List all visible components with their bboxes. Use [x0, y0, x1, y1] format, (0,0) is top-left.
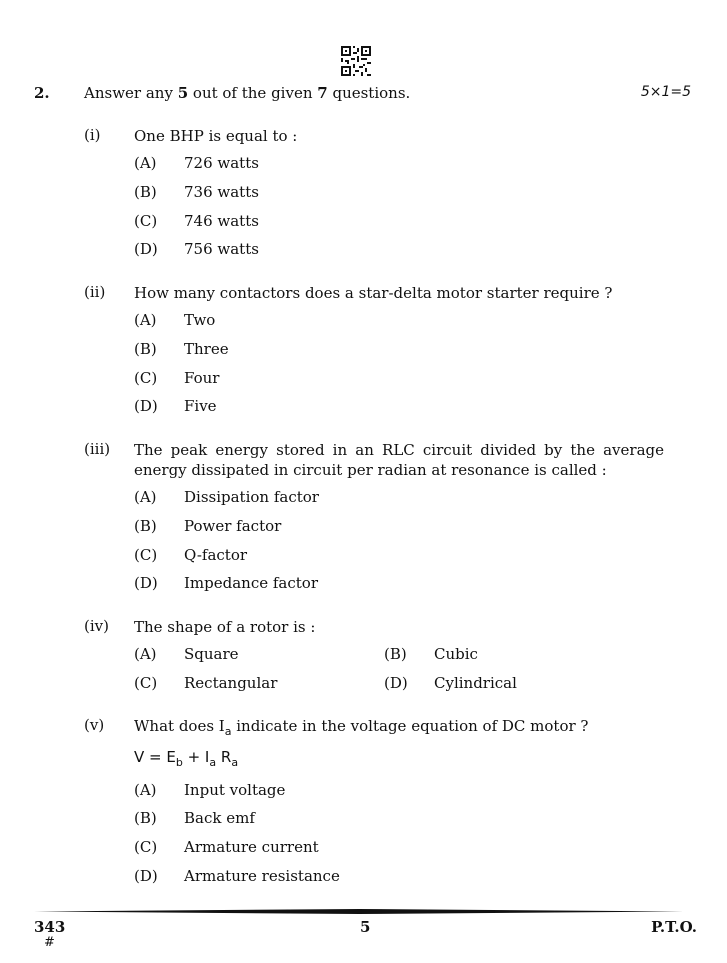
sub-question-number: (v)	[84, 716, 105, 734]
voltage-equation: $V = E_b + I_a$ $R_a$	[134, 748, 239, 769]
sub-question-text: The shape of a rotor is :	[134, 618, 316, 636]
question-header	[34, 84, 691, 104]
sub-question-number: (i)	[84, 126, 101, 144]
question-number: 2.	[34, 84, 50, 102]
sub-question-text: The peak energy stored in an RLC circuit divided by the average energy dissipated in circuit per radian at resonance is called :	[134, 441, 664, 479]
paper-code-hash: #	[44, 935, 55, 950]
question-instruction: Answer any 5 out of the given 7 questions.	[84, 84, 411, 102]
footer-rule	[34, 909, 684, 914]
sub-question-text: What does $I_a$ indicate in the voltage equation of DC motor ?	[134, 717, 589, 738]
sub-question-number: (iv)	[84, 617, 109, 635]
sub-question-text: How many contactors does a star-delta motor starter require ?	[134, 284, 613, 302]
page-number: 5	[360, 918, 371, 936]
qr-code-icon	[341, 46, 371, 76]
paper-code: 343	[34, 918, 66, 936]
please-turn-over: P.T.O.	[651, 918, 697, 936]
sub-question-number: (iii)	[84, 440, 111, 458]
sub-question-text: One BHP is equal to :	[134, 127, 298, 145]
exam-page: 2. Answer any 5 out of the given 7 questions. 5×1=5 (i) One BHP is equal to : (A) 726 watts (B) 736 watts (C) 746 watts (D) 756 watts (ii) How many contactors does a star-delta motor starter require ? (A) Two (B) Three (C) Four (D) Five (iii) The peak energy stored in an RLC circuit divided by the average energy dissipated in circuit per radian at resonance is called : (A) Dissipation factor (B) Power factor (C) Q-factor (D) Impedance factor (iv) The shape of a rotor is : (A) Square (B) Cubic (C) Rectangular (D) Cylindrical (v) What does $I_a$ indicate in the voltage equation of DC motor ? $V = E_b + I_a$ $R_a$ (A) Input voltage (B) Back emf (C) Armature current (D) Armature resistance 343 # 5 P.T.O.	[0, 0, 727, 963]
sub-question-number: (ii)	[84, 283, 106, 301]
marks-allocation: 5×1=5	[640, 84, 691, 100]
